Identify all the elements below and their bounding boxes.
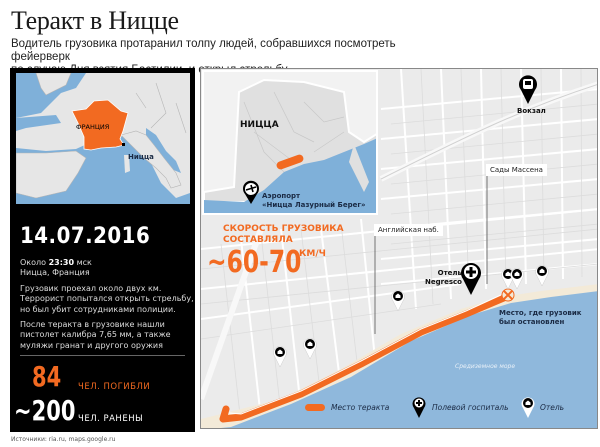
train-station-pin-icon bbox=[518, 74, 538, 104]
deaths-count: 84 bbox=[32, 360, 62, 393]
legend-hotel-label: Отель bbox=[540, 403, 565, 412]
promenade-label: Английская наб. bbox=[374, 224, 443, 236]
hotel-negresco-label: Отель Negresco bbox=[425, 269, 462, 286]
event-time: Около 23:30 мск bbox=[20, 258, 92, 267]
hotel-pin-icon bbox=[535, 264, 549, 286]
europe-map-graphic bbox=[16, 73, 190, 204]
injured-count: ~200 bbox=[14, 394, 76, 427]
field-hospital-pin-icon bbox=[412, 396, 426, 418]
speed-caption: СКОРОСТЬ ГРУЗОВИКА СОСТАВЛЯЛА bbox=[223, 224, 344, 245]
hotel-pin-icon bbox=[521, 396, 535, 418]
city-overview-inset bbox=[202, 70, 378, 215]
gardens-label: Сады Массена bbox=[486, 164, 547, 176]
airport-label: Аэропорт «Ницца Лазурный Берег» bbox=[262, 192, 366, 209]
speed-value: ~60-70 bbox=[207, 245, 302, 280]
airport-pin-icon bbox=[242, 180, 260, 204]
hotel-pin-icon bbox=[303, 337, 317, 359]
deaths-label: ЧЕЛ. ПОГИБЛИ bbox=[78, 382, 151, 392]
sea-label: Средиземное море bbox=[455, 363, 516, 370]
description-paragraph-1: Грузовик проехал около двух км. Террорист попытался открыть стрельбу, но был убит сотрудниками полиции. bbox=[20, 284, 194, 314]
subtitle-line: Водитель грузовика протаранил толпу людей, собравшихся посмотреть фейерверк bbox=[11, 38, 396, 63]
info-panel bbox=[10, 68, 195, 432]
hotel-pin-icon bbox=[273, 345, 287, 367]
event-date: 14.07.2016 bbox=[20, 224, 151, 249]
nice-city-label: НИЦЦА bbox=[240, 120, 279, 130]
truck-stopped-label: Место, где грузовик был остановлен bbox=[499, 309, 582, 326]
hotel-pin-icon bbox=[391, 289, 405, 311]
event-location: Ницца, Франция bbox=[20, 268, 90, 277]
description-paragraph-2: После теракта в грузовике нашли пистолет калибра 7,65 мм, а также муляжи гранат и другого оружия bbox=[20, 320, 171, 350]
france-label: ФРАНЦИЯ bbox=[76, 123, 110, 131]
field-hospital-pin-icon bbox=[460, 261, 482, 295]
injured-label: ЧЕЛ. РАНЕНЫ bbox=[78, 414, 144, 424]
legend-attack-label: Место теракта bbox=[331, 403, 390, 412]
divider bbox=[20, 355, 185, 356]
hotel-pin-icon bbox=[510, 267, 524, 289]
source-note: Источники: ria.ru, maps.google.ru bbox=[11, 436, 116, 443]
europe-map bbox=[16, 73, 190, 204]
station-label: Вокзал bbox=[517, 107, 546, 115]
attack-route-swatch bbox=[305, 404, 325, 411]
speed-unit: КМ/Ч bbox=[299, 249, 326, 259]
nice-label: Ницца bbox=[128, 153, 154, 161]
legend-hospital-label: Полевой госпиталь bbox=[432, 403, 509, 412]
nice-city-map bbox=[200, 68, 598, 429]
page-title: Теракт в Ницце bbox=[11, 6, 179, 35]
